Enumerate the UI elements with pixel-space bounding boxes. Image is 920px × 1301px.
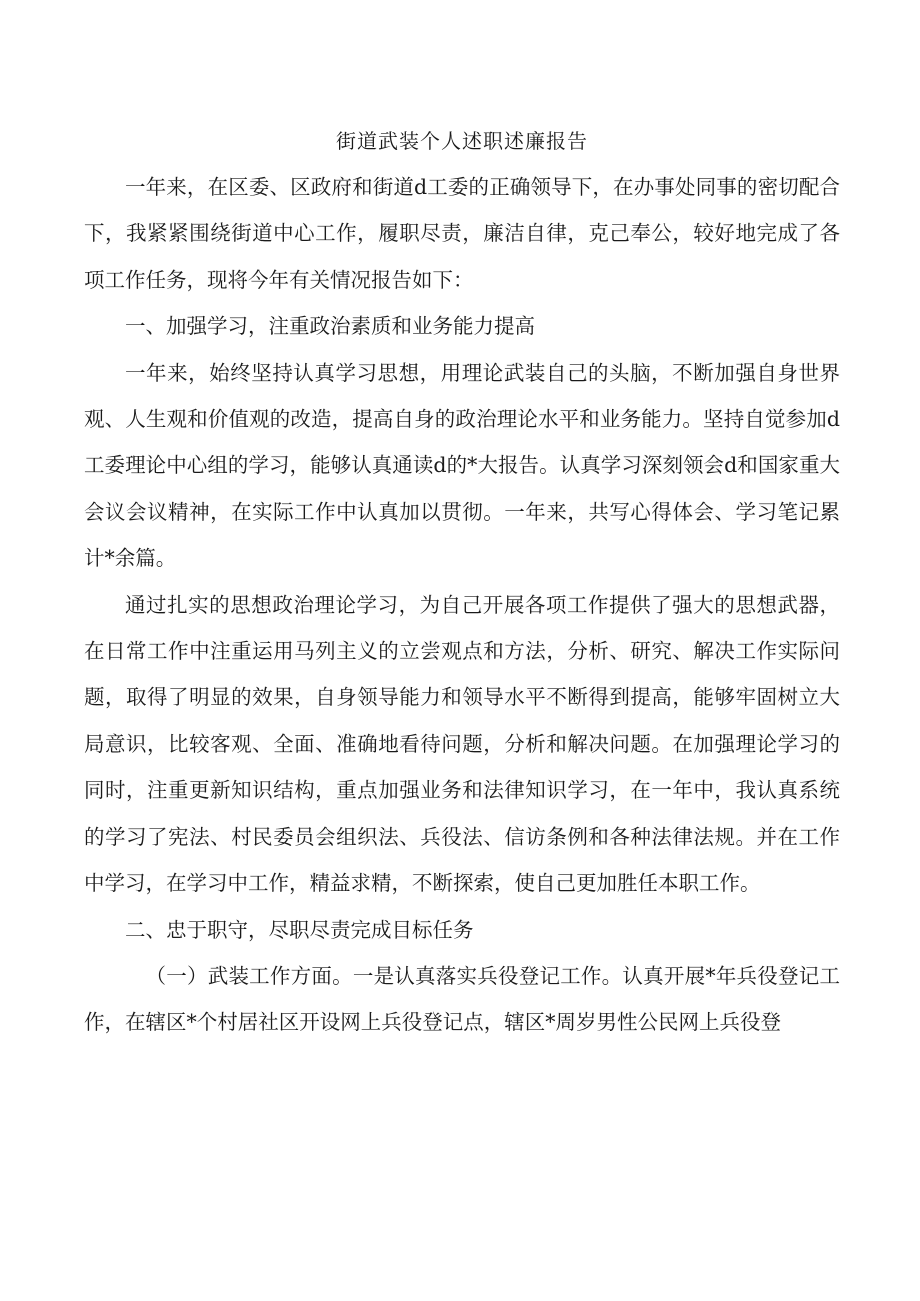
paragraph-study-1: 一年来，始终坚持认真学习思想，用理论武装自己的头脑，不断加强自身世界观、人生观和价值观的改造，提高自身的政治理论水平和业务能力。坚持自觉参加d工委理论中心组的学习，能够认真通读d的*大报告。认真学习深刻领会d和国家重大会议会议精神，在实际工作中认真加以贯彻。一年来，共写心得体会、学习笔记累计*余篇。 [84, 360, 840, 571]
section-heading-2: 二、忠于职守，尽职尽责完成目标任务 [125, 917, 474, 942]
paragraph-armed-work: （一）武装工作方面。一是认真落实兵役登记工作。认真开展*年兵役登记工作，在辖区*个村居社区开设网上兵役登记点，辖区*周岁男性公民网上兵役登 [84, 963, 840, 1035]
document-title: 街道武装个人述职述廉报告 [336, 129, 588, 153]
paragraph-study-2: 通过扎实的思想政治理论学习，为自己开展各项工作提供了强大的思想武器，在日常工作中注重运用马列主义的立尝观点和方法，分析、研究、解决工作实际问题，取得了明显的效果，自身领导能力和领导水平不断得到提高，能够牢固树立大局意识，比较客观、全面、准确地看待问题，分析和解决问题。在加强理论学习的同时，注重更新知识结构，重点加强业务和法律知识学习，在一年中，我认真系统的学习了宪法、村民委员会组织法、兵役法、信访条例和各种法律法规。并在工作中学习，在学习中工作，精益求精，不断探索，使自己更加胜任本职工作。 [84, 592, 840, 896]
document-page [84, 118, 840, 1046]
section-heading-1: 一、加强学习，注重政治素质和业务能力提高 [125, 314, 535, 339]
paragraph-intro: 一年来，在区委、区政府和街道d工委的正确领导下，在办事处同事的密切配合下，我紧紧围绕街道中心工作，履职尽责，廉洁自律，克己奉公，较好地完成了各项工作任务，现将今年有关情况报告如下： [84, 175, 840, 292]
